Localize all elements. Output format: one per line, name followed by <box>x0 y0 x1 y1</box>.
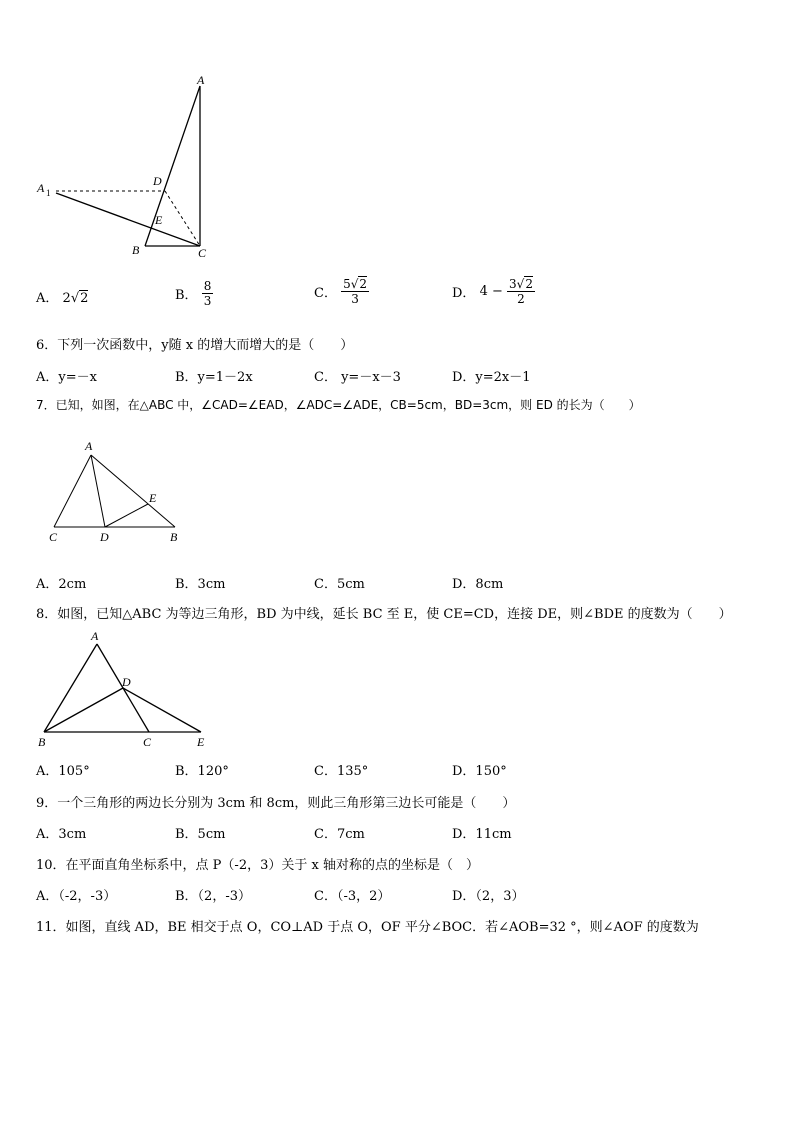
q7-label-B: B <box>170 530 178 544</box>
q10-stem: 10．在平面直角坐标系中，点 P（-2，3）关于 x 轴对称的点的坐标是（ ） <box>36 858 479 873</box>
q7-label-E: E <box>149 491 157 505</box>
q5-option-d-label: D． <box>452 286 476 301</box>
q8-option-c[interactable]: C．135° <box>314 764 369 779</box>
q5-option-d-den: 2 <box>517 292 525 306</box>
q8-line-BA <box>44 644 97 732</box>
q7-figure <box>40 436 190 546</box>
q5-option-d-rad: 2 <box>525 277 533 291</box>
q5-option-c-fraction: $\frac{5√2}{3}$ <box>343 277 368 306</box>
q10-option-b[interactable]: B．（2，-3） <box>175 889 251 904</box>
q5-option-a[interactable]: A． 2√2 <box>36 291 89 306</box>
q5-line-AB <box>145 86 200 246</box>
q5-option-b-num: 8 <box>203 279 212 293</box>
q5-option-a-label: A． <box>36 291 59 306</box>
q6-option-a[interactable]: A．y=－x <box>36 370 97 385</box>
q9-option-d[interactable]: D．11cm <box>452 827 512 842</box>
q7-option-b[interactable]: B．3cm <box>175 577 226 592</box>
q8-option-d[interactable]: D．150° <box>452 764 507 779</box>
q8-label-E: E <box>197 735 205 749</box>
q7-label-C: C <box>49 530 58 544</box>
q5-label-A1-sub: 1 <box>46 188 51 198</box>
q8-stem: 8．如图，已知△ABC 为等边三角形，BD 为中线，延长 BC 至 E，使 CE=CD，连接 DE，则∠BDE 的度数为（ ） <box>36 607 732 622</box>
q5-option-b-label: B． <box>175 288 198 303</box>
q5-label-A1: A <box>37 181 45 195</box>
q5-label-A: A <box>197 73 205 87</box>
q8-label-B: B <box>38 735 46 749</box>
q8-option-b[interactable]: B．120° <box>175 764 229 779</box>
q7-line-CA <box>54 455 91 527</box>
q8-label-A: A <box>91 629 99 643</box>
q8-option-a[interactable]: A．105° <box>36 764 90 779</box>
q9-stem: 9．一个三角形的两边长分别为 3cm 和 8cm，则此三角形第三边长可能是（ ） <box>36 796 516 811</box>
q9-option-c[interactable]: C．7cm <box>314 827 365 842</box>
q5-option-c-den: 3 <box>351 292 359 306</box>
q5-option-b-fraction <box>202 279 214 308</box>
q8-label-C: C <box>143 735 152 749</box>
q5-label-E: E <box>155 213 163 227</box>
q6-option-c[interactable]: C． y=－x－3 <box>314 370 401 385</box>
q7-option-c[interactable]: C．5cm <box>314 577 365 592</box>
q5-option-d[interactable] <box>452 277 535 306</box>
q6-option-b[interactable]: B．y=1－2x <box>175 370 253 385</box>
q7-option-a[interactable]: A．2cm <box>36 577 87 592</box>
q11-stem: 11．如图，直线 AD，BE 相交于点 O，CO⊥AD 于点 O，OF 平分∠BOC．若∠AOB=32 °，则∠AOF 的度数为 <box>36 920 699 935</box>
q5-option-c-label: C． <box>314 286 337 301</box>
q8-figure <box>34 626 219 752</box>
q5-option-d-fraction: $\frac{3√2}{2}$ <box>509 277 533 306</box>
q5-label-C: C <box>198 246 207 260</box>
q5-dashed-DC <box>165 191 200 246</box>
q7-line-AB <box>91 455 175 527</box>
q9-option-b[interactable]: B．5cm <box>175 827 226 842</box>
q5-option-a-rad: 2 <box>80 291 89 306</box>
q5-figure <box>30 72 230 267</box>
q7-line-DE <box>105 504 148 527</box>
q5-line-A1C <box>56 193 200 246</box>
q5-label-D: D <box>153 174 162 188</box>
q5-option-a-coef: 2 <box>62 291 71 306</box>
q10-option-c[interactable]: C．（-3，2） <box>314 889 391 904</box>
q5-label-B: B <box>132 243 140 257</box>
q6-stem: 6．下列一次函数中，y随 x 的增大而增大的是（ ） <box>36 338 354 353</box>
q5-option-c-rad: 2 <box>359 277 368 291</box>
q5-option-d-int: 4 − <box>479 284 503 299</box>
q10-option-d[interactable]: D．（2，3） <box>452 889 525 904</box>
q5-option-c-coef: 5 <box>343 277 351 291</box>
q5-option-d-coef: 3 <box>509 277 517 291</box>
q8-line-BD <box>44 688 123 732</box>
q7-option-d[interactable]: D．8cm <box>452 577 504 592</box>
q9-option-a[interactable]: A．3cm <box>36 827 87 842</box>
q7-label-D: D <box>100 530 109 544</box>
q5-option-c[interactable] <box>314 277 369 306</box>
q6-option-d[interactable]: D．y=2x－1 <box>452 370 531 385</box>
q10-option-a[interactable]: A．（-2，-3） <box>36 889 117 904</box>
q7-stem: 7．已知，如图，在△ABC 中，∠CAD=∠EAD，∠ADC=∠ADE，CB=5cm，BD=3cm，则 ED 的长为（ ） <box>36 398 641 412</box>
q5-option-b-den: 3 <box>203 294 212 308</box>
q7-label-A: A <box>85 439 93 453</box>
q5-option-b[interactable] <box>175 279 213 308</box>
q8-line-DE <box>123 688 201 732</box>
q8-label-D: D <box>122 675 131 689</box>
